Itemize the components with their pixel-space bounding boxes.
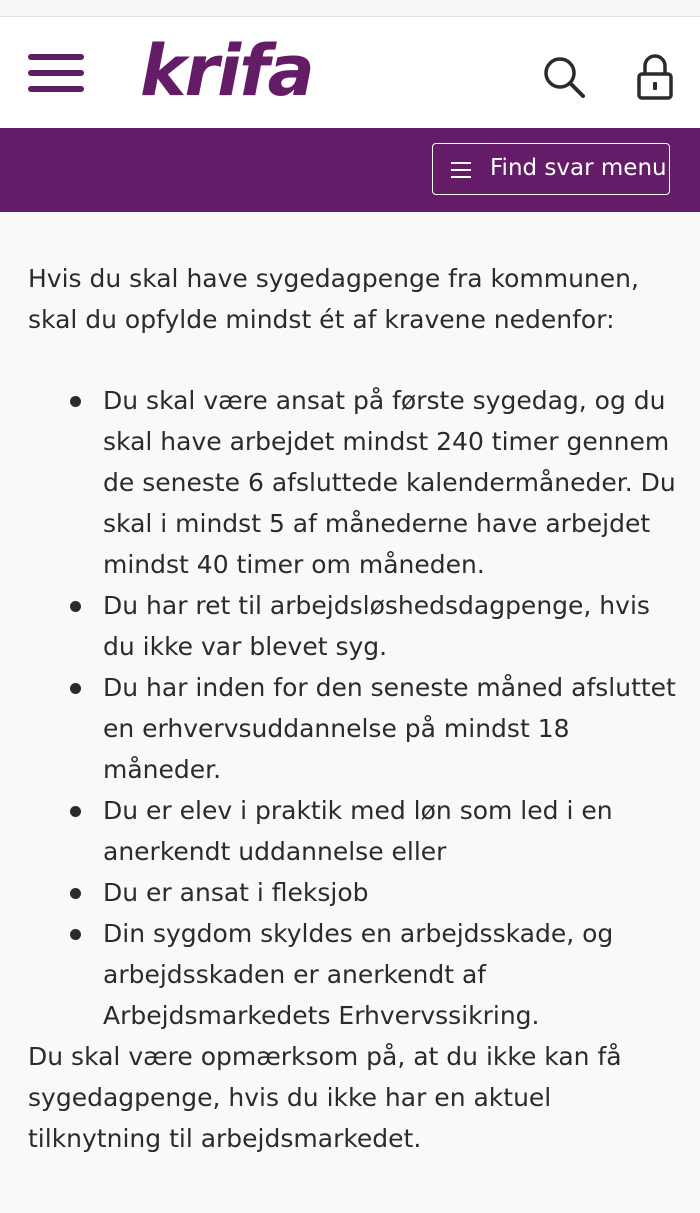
hamburger-menu-icon[interactable]: [28, 54, 84, 94]
menu-lines-icon: [451, 162, 471, 178]
article-content: [28, 258, 678, 1159]
bullet: [70, 929, 81, 940]
requirements-list: [28, 380, 678, 1036]
search-icon[interactable]: [542, 55, 586, 99]
find-svar-menu-button[interactable]: [432, 143, 670, 195]
bullet: [70, 601, 81, 612]
list-item: Du har inden for den seneste måned afsluttet en erhvervsuddannelse på mindst 18 måneder.: [28, 667, 678, 790]
list-item: Du har ret til arbejdsløshedsdagpenge, hvis du ikke var blevet syg.: [28, 585, 678, 667]
intro-paragraph: Hvis du skal have sygedagpenge fra kommunen, skal du opfylde mindst ét af kravene nedenfor:: [28, 264, 639, 334]
list-item: Du er elev i praktik med løn som led i en anerkendt uddannelse eller: [28, 790, 678, 872]
krifa-logo[interactable]: krifa: [140, 30, 313, 112]
site-header: [0, 17, 700, 128]
bullet: [70, 396, 81, 407]
bullet: [70, 683, 81, 694]
bullet: [70, 888, 81, 899]
list-item: Din sygdom skyldes en arbejdsskade, og arbejdsskaden er anerkendt af Arbejdsmarkedets Erhvervssikring.: [28, 913, 678, 1036]
lock-icon[interactable]: [636, 53, 674, 101]
outro-paragraph: Du skal være opmærksom på, at du ikke kan få sygedagpenge, hvis du ikke har en aktuel tilknytning til arbejdsmarkedet.: [28, 1042, 622, 1153]
secondary-nav-bar: [0, 128, 700, 212]
list-item: Du skal være ansat på første sygedag, og du skal have arbejdet mindst 240 timer gennem de seneste 6 afsluttede kalendermåneder. Du skal i mindst 5 af månederne have arbejdet mindst 40 timer om måneden.: [28, 380, 678, 585]
browser-top-strip: [0, 0, 700, 17]
menu-button-label: Find svar menu: [490, 155, 667, 181]
bullet: [70, 806, 81, 817]
list-item: Du er ansat i fleksjob: [28, 872, 678, 913]
